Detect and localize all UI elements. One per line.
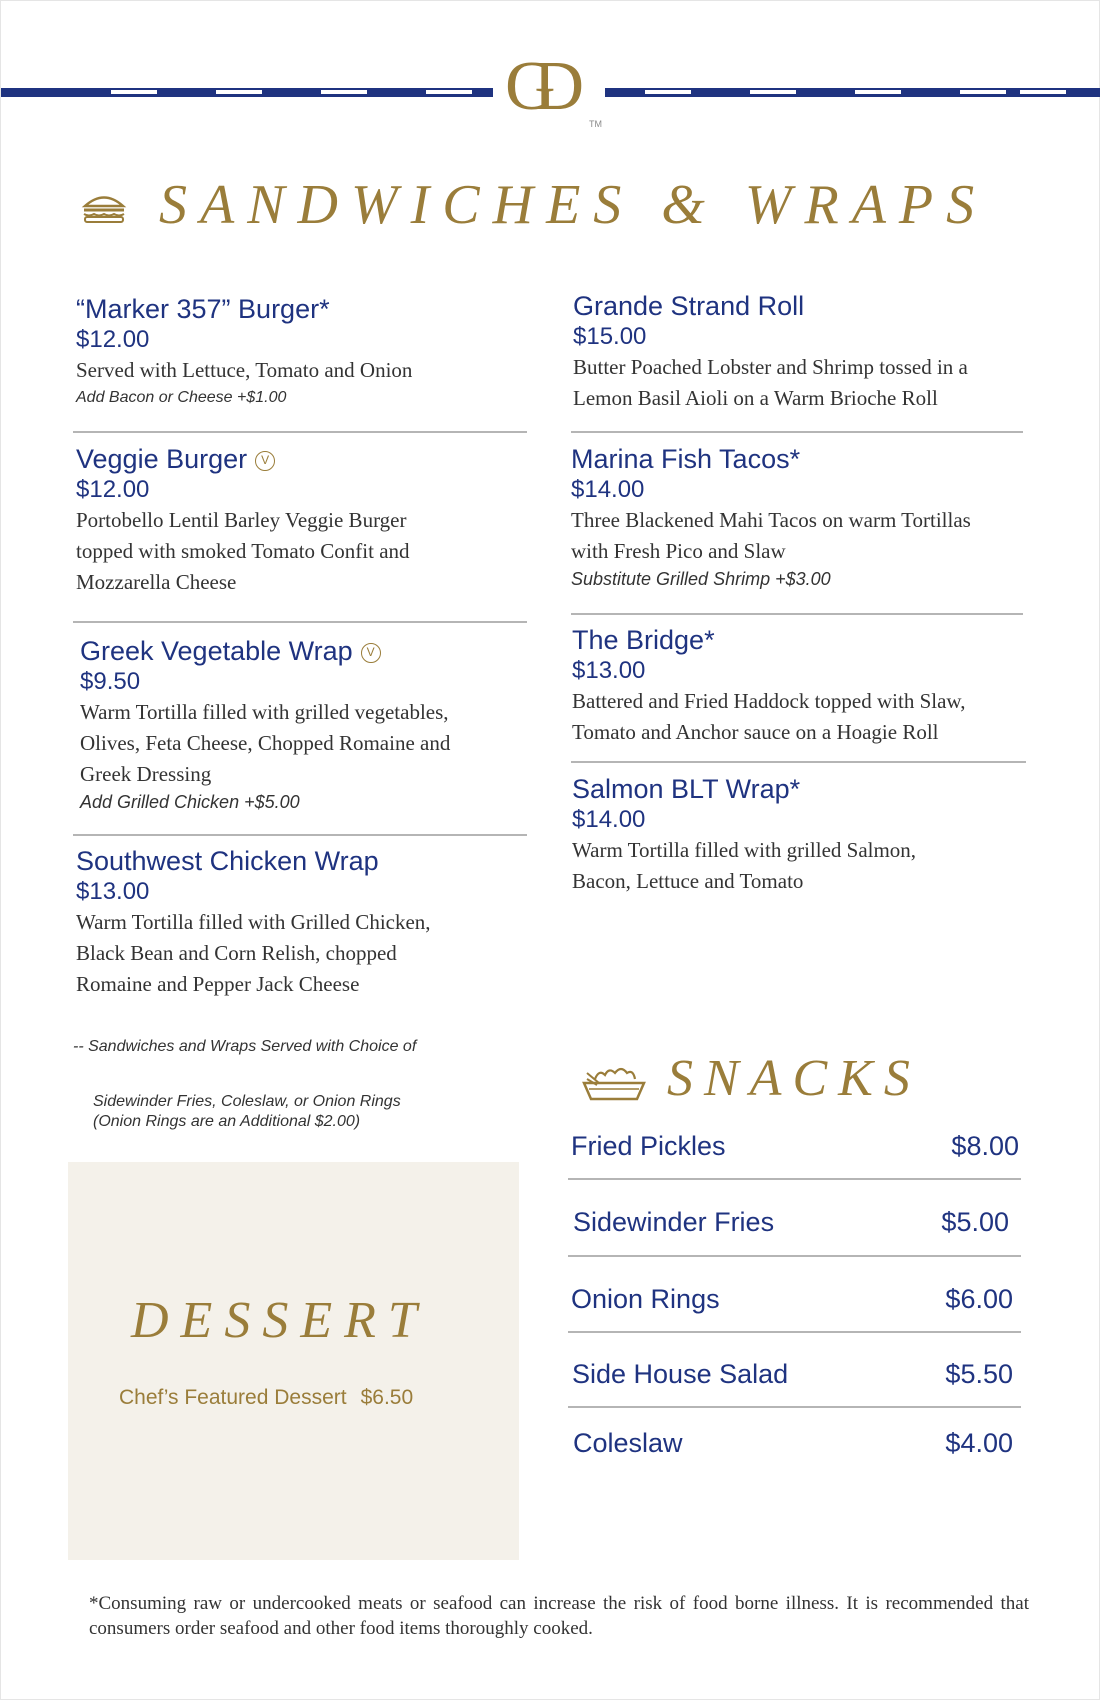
brand-logo [501,48,602,133]
item-price: $14.00 [571,476,645,503]
item-name: “Marker 357” Burger* [76,294,330,324]
sandwiches-wraps-heading: SANDWICHES & WRAPS [159,174,988,236]
item-description-line: Bacon, Lettuce and Tomato [572,869,804,893]
item-description-line: Lemon Basil Aioli on a Warm Brioche Roll [573,386,938,410]
item-name: Southwest Chicken Wrap [76,846,379,876]
item-addon-note: Add Grilled Chicken +$5.00 [80,792,300,812]
logo-monogram: GD [505,48,563,125]
header-band-left [1,88,493,97]
item-description-line: Romaine and Pepper Jack Cheese [76,972,360,996]
menu-item-greek-vegetable-wrap [80,635,450,814]
item-description-line: Greek Dressing [80,762,212,786]
item-addon-note: Substitute Grilled Shrimp +$3.00 [571,569,831,589]
snack-divider [568,1178,1021,1180]
item-description-line: Warm Tortilla filled with grilled vegetables, [80,700,449,724]
item-name: Marina Fish Tacos* [571,444,801,474]
menu-item-grande-strand-roll [573,290,968,414]
item-name: Greek Vegetable Wrap [80,636,353,666]
item-addon-note: Add Bacon or Cheese +$1.00 [76,389,287,406]
item-description-line: Portobello Lentil Barley Veggie Burger [76,508,407,532]
item-description-line: Tomato and Anchor sauce on a Hoagie Roll [572,720,939,744]
snack-price: $4.00 [945,1428,1013,1458]
snack-price: $8.00 [951,1131,1019,1161]
snack-divider [568,1406,1021,1408]
dessert-name: Chef’s Featured Dessert [119,1386,347,1409]
menu-item-the-bridge [572,624,965,748]
item-description-line: Three Blackened Mahi Tacos on warm Tortillas [571,508,971,532]
item-name: The Bridge* [572,625,715,655]
vegetarian-icon: V [361,643,381,663]
item-price: $9.50 [80,668,141,695]
snacks-heading: SNACKS [667,1050,921,1107]
menu-item-salmon-blt-wrap [572,773,916,897]
menu-item-marina-fish-tacos [571,443,971,591]
item-divider [571,431,1023,433]
health-disclaimer: *Consuming raw or undercooked meats or seafood can increase the risk of food borne illness. It is recommended that consumers order seafood and other food items thoroughly cooked. [89,1593,1029,1639]
served-with-note: -- Sandwiches and Wraps Served with Choice of [73,1038,417,1055]
item-description-line: Butter Poached Lobster and Shrimp tossed in a [573,355,968,379]
snack-name: Fried Pickles [571,1131,726,1161]
item-description-line: Battered and Fried Haddock topped with Slaw, [572,689,966,713]
snack-name: Coleslaw [573,1428,683,1458]
item-description-line: with Fresh Pico and Slaw [571,539,786,563]
item-price: $12.00 [76,476,150,503]
item-divider [73,621,527,623]
menu-item-veggie-burger [76,443,410,598]
dessert-price: $6.50 [360,1386,414,1409]
item-description-line: Mozzarella Cheese [76,570,237,594]
dessert-item [119,1386,413,1410]
item-description-line: Olives, Feta Cheese, Chopped Romaine and [80,731,451,755]
sides-surcharge-note: (Onion Rings are an Additional $2.00) [93,1113,361,1130]
menu-item-marker-357-burger [76,293,412,410]
item-divider [73,431,527,433]
menu-item-southwest-chicken-wrap [76,845,431,1000]
vegetarian-icon: V [255,451,275,471]
dessert-panel [68,1162,519,1560]
item-name: Grande Strand Roll [573,291,805,321]
item-price: $15.00 [573,323,647,350]
snack-price: $6.00 [945,1284,1013,1314]
item-name: Salmon BLT Wrap* [572,774,801,804]
item-divider [571,613,1023,615]
basket-icon [581,1065,647,1103]
item-description-line: Warm Tortilla filled with grilled Salmon, [572,838,917,862]
snack-name: Side House Salad [572,1359,789,1389]
item-description: Served with Lettuce, Tomato and Onion [76,358,413,382]
item-price: $12.00 [76,326,150,353]
item-price: $13.00 [572,657,646,684]
snack-price: $5.50 [945,1359,1013,1389]
item-divider [73,834,527,836]
snack-divider [568,1331,1021,1333]
item-price: $13.00 [76,878,150,905]
sides-choice: Sidewinder Fries, Coleslaw, or Onion Rings [93,1093,401,1110]
trademark-mark: TM [589,119,602,129]
snack-name: Sidewinder Fries [573,1207,775,1237]
item-description-line: Black Bean and Corn Relish, chopped [76,941,397,965]
item-price: $14.00 [572,806,646,833]
item-name: Veggie Burger [76,444,248,474]
item-description-line: Warm Tortilla filled with Grilled Chicken, [76,910,431,934]
snack-price: $5.00 [941,1207,1009,1237]
snack-divider [568,1255,1021,1257]
dessert-heading: DESSERT [131,1292,429,1349]
burger-icon [81,193,127,223]
header-band-right [605,88,1100,97]
item-divider [571,761,1026,763]
snack-name: Onion Rings [571,1284,720,1314]
item-description-line: topped with smoked Tomato Confit and [76,539,410,563]
